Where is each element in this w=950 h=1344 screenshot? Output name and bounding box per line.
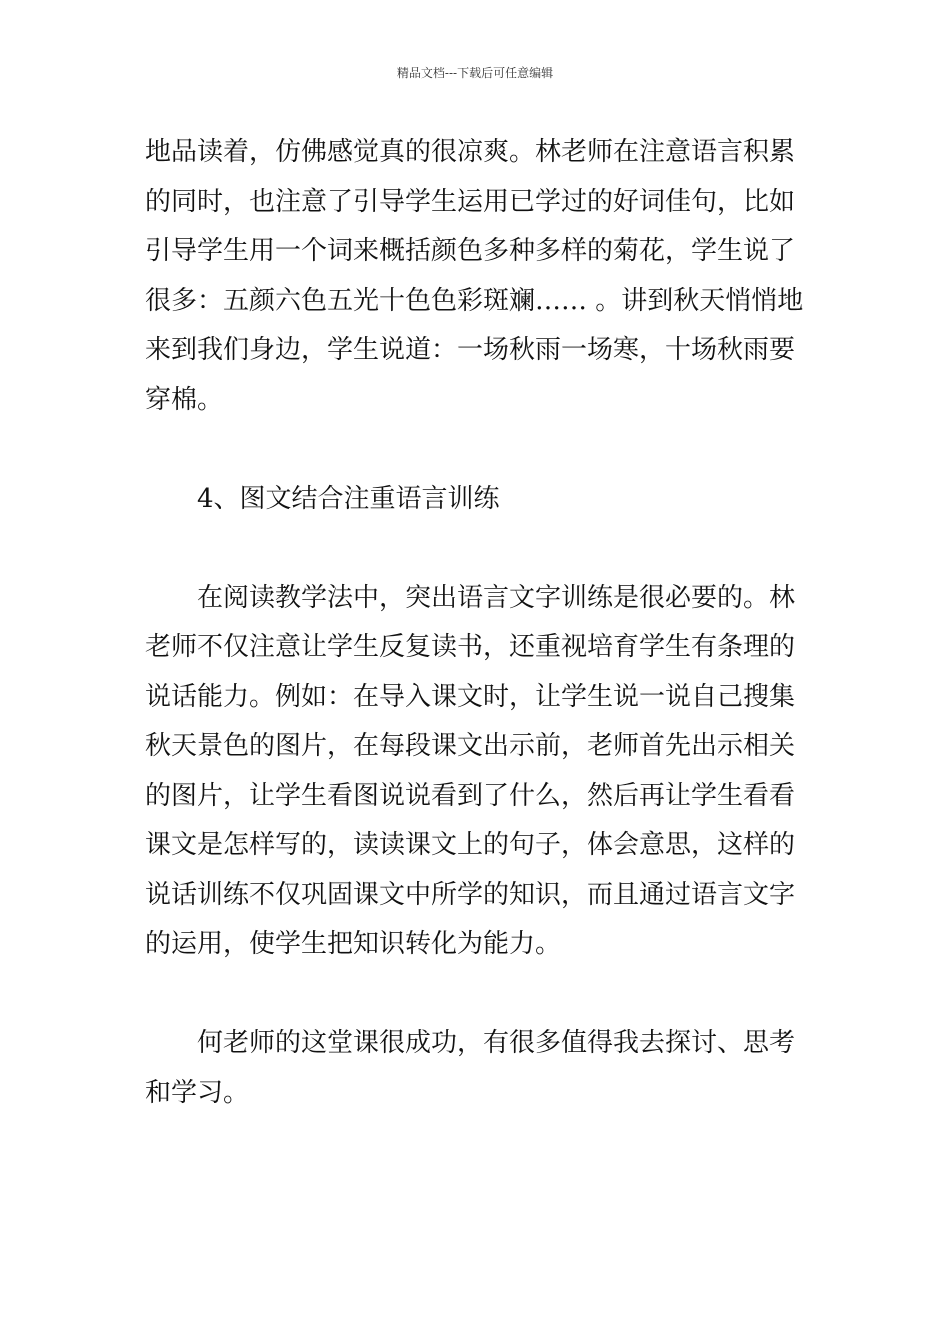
paragraph-conclusion [145, 1019, 810, 1118]
heading-line: 4、图文结合注重语言训练 [145, 483, 500, 514]
paragraph-gap [145, 425, 810, 475]
text-line: 引导学生用一个词来概括颜色多种多样的菊花，学生说了 [145, 236, 796, 266]
text-line: 说话能力。例如：在导入课文时，让学生说一说自己搜集 [145, 681, 796, 712]
text-line: 秋天景色的图片，在每段课文出示前，老师首先出示相关 [145, 731, 796, 761]
paragraph-intro-continued [145, 128, 810, 425]
page-header: 精品文档---下载后可任意编辑 [396, 66, 554, 80]
text-line: 在阅读教学法中，突出语言文字训练是很必要的。林 [145, 582, 796, 613]
text-line: 课文是怎样写的，读读课文上的句子，体会意思，这样的 [145, 830, 796, 860]
section-heading [145, 475, 810, 525]
text-line: 老师不仅注意让学生反复读书，还重视培育学生有条理的 [145, 632, 796, 662]
text-line: 的同时，也注意了引导学生运用已学过的好词佳句，比如 [145, 186, 796, 217]
text-line: 说话训练不仅巩固课文中所学的知识，而且通过语言文字 [145, 879, 796, 910]
paragraph-gap [145, 524, 810, 574]
paragraph-reading-teaching [145, 574, 810, 970]
paragraph-gap [145, 970, 810, 1020]
text-line: 的图片，让学生看图说说看到了什么，然后再让学生看看 [145, 780, 796, 811]
document-body [145, 128, 810, 1118]
text-line: 的运用，使学生把知识转化为能力。 [145, 929, 562, 959]
text-line: 来到我们身边，学生说道：一场秋雨一场寒，十场秋雨要 [145, 335, 796, 365]
text-line: 穿棉。 [145, 384, 224, 415]
text-line: 何老师的这堂课很成功，有很多值得我去探讨、思考 [145, 1028, 796, 1058]
text-line: 和学习。 [145, 1077, 250, 1108]
text-line: 地品读着，仿佛感觉真的很凉爽。林老师在注意语言积累 [145, 137, 796, 167]
text-line: 很多：五颜六色五光十色色彩斑斓…… 。讲到秋天悄悄地 [145, 285, 804, 316]
